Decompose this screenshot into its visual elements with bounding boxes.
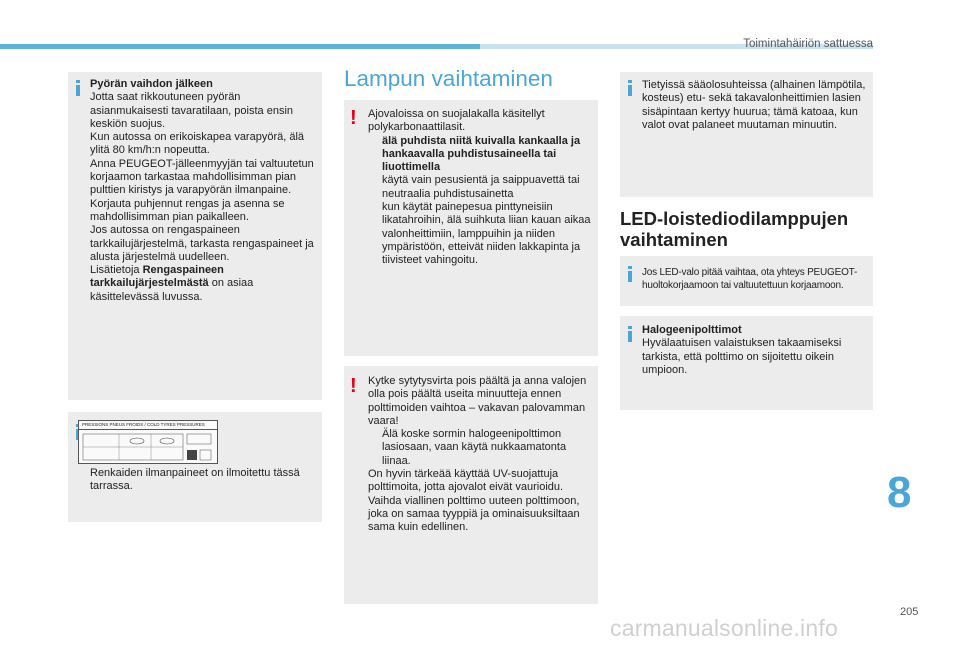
header-bar (0, 44, 480, 49)
list-item (368, 174, 592, 201)
halogen-heading: Halogeenipolttimot (642, 324, 742, 336)
wheel-change-body: Jotta saat rikkoutuneen pyörän asianmukaisesti tavaratilaan, poista ensin keskiön suojus. Kun autossa on erikoiskapea varapyörä, älä ylitä 80 km/h:n nopeutta. Anna PEUGEOT-jälleenmyyjän tai valtuutetun korjaamon tarkastaa mahdollisimman pian pulttien kiristys ja varapyörän ilmanpaine. Korjauta puhjennut rengas ja asenna se mahdollisimman pian paikalleen. Jos autossa on rengaspaineen tarkkailujärjestelmä, tarkasta rengaspaineet ja alusta järjestelmä uudelleen. (90, 91, 314, 263)
tyre-pressure-label-image (78, 420, 218, 464)
bullet-text: käytä vain pesusientä ja saippuavettä tai neutraalia puhdistusainetta (382, 174, 580, 200)
page-number: 205 (900, 606, 919, 618)
more-suffix: on asiaa käsittelevässä luvussa. (90, 277, 254, 303)
info-icon (76, 80, 80, 96)
warning-box-lens (344, 100, 598, 356)
wheel-change-heading: Pyörän vaihdon jälkeen (90, 78, 213, 90)
info-box-wheel-change (68, 72, 322, 400)
condensation-text: Tietyissä sääolosuhteissa (alhainen lämpötila, kosteus) etu- sekä takavalonheittimien lasien sisäpintaan kertyy huurua; tämä katoaa, kun valot ovat palaneet muutaman minuutin. (642, 79, 866, 131)
section-title: Toimintahäiriön sattuessa (743, 38, 873, 50)
tyre-label-caption: Renkaiden ilmanpaineet on ilmoitettu tässä tarrassa. (90, 467, 300, 493)
info-icon (628, 326, 632, 342)
warning-icon: ! (350, 375, 357, 397)
bulb-warning-text (368, 375, 592, 535)
list-item (368, 201, 592, 267)
info-icon (628, 80, 632, 96)
wheel-change-text (90, 78, 318, 304)
info-box-halogen (620, 316, 873, 410)
info-icon (628, 266, 632, 282)
lens-intro: Ajovaloissa on suojalakalla käsitellyt polykarbonaattilasit. (368, 108, 545, 134)
tyre-label-title: PRESSIONS PNEUS FROIDS / COLD TYRES PRESSURES (79, 421, 217, 430)
watermark: carmanualsonline.info (610, 615, 838, 641)
list-item (368, 428, 592, 468)
warning-box-bulb (344, 366, 598, 604)
page-title: Lampun vaihtaminen (344, 66, 553, 91)
warning-icon: ! (350, 107, 357, 129)
chapter-number: 8 (887, 468, 912, 517)
bulb-body: On hyvin tärkeää käyttää UV-suojattuja polttimoita, jotta ajovalot eivät vaurioidu. Vaihda viallinen polttimo uuteen polttimoon, joka on samaa tyyppiä ja ominaisuuksiltaan sama kuin edellinen. (368, 468, 580, 534)
halogen-body: Hyvälaatuisen valaistuksen takaamiseksi tarkista, että polttimo on sijoitettu oikein umpioon. (642, 337, 842, 376)
bullet-text: kun käytät painepesua pinttyneisiin likatahroihin, älä suihkuta liian kauan aikaa valonheittimiin, lamppuihin ja niiden ympäristöön, etteivät niiden lakkapinta ja tiivisteet vahingoitu. (382, 201, 591, 267)
led-section-title: LED-loistediodilamppujen vaihtaminen (620, 208, 849, 250)
info-box-condensation (620, 72, 873, 197)
tyre-label-graphic (79, 430, 215, 463)
more-link: Rengaspaineen tarkkailujärjestelmästä (90, 264, 224, 290)
more-prefix: Lisätietoja (90, 264, 143, 277)
bulb-intro: Kytke sytytysvirta pois päältä ja anna valojen olla pois päältä useita minuutteja ennen polttimoiden vaihtoa – vakavan palovamman vaara! (368, 375, 587, 427)
led-text: Jos LED-valo pitää vaihtaa, ota yhteys PEUGEOT-huoltokorjaamoon tai valtuutettuun korjaamoon. (642, 267, 858, 291)
list-item (368, 135, 592, 175)
lens-warning-text (368, 108, 592, 268)
bullet-text: Älä koske sormin halogeenipolttimon lasiosaan, vaan käytä nukkaamatonta liinaa. (382, 428, 567, 467)
bullet-text: älä puhdista niitä kuivalla kankaalla ja hankaavalla puhdistusaineella tai liuottimella (382, 134, 581, 174)
info-box-led (620, 256, 873, 306)
halogen-text (642, 324, 870, 377)
